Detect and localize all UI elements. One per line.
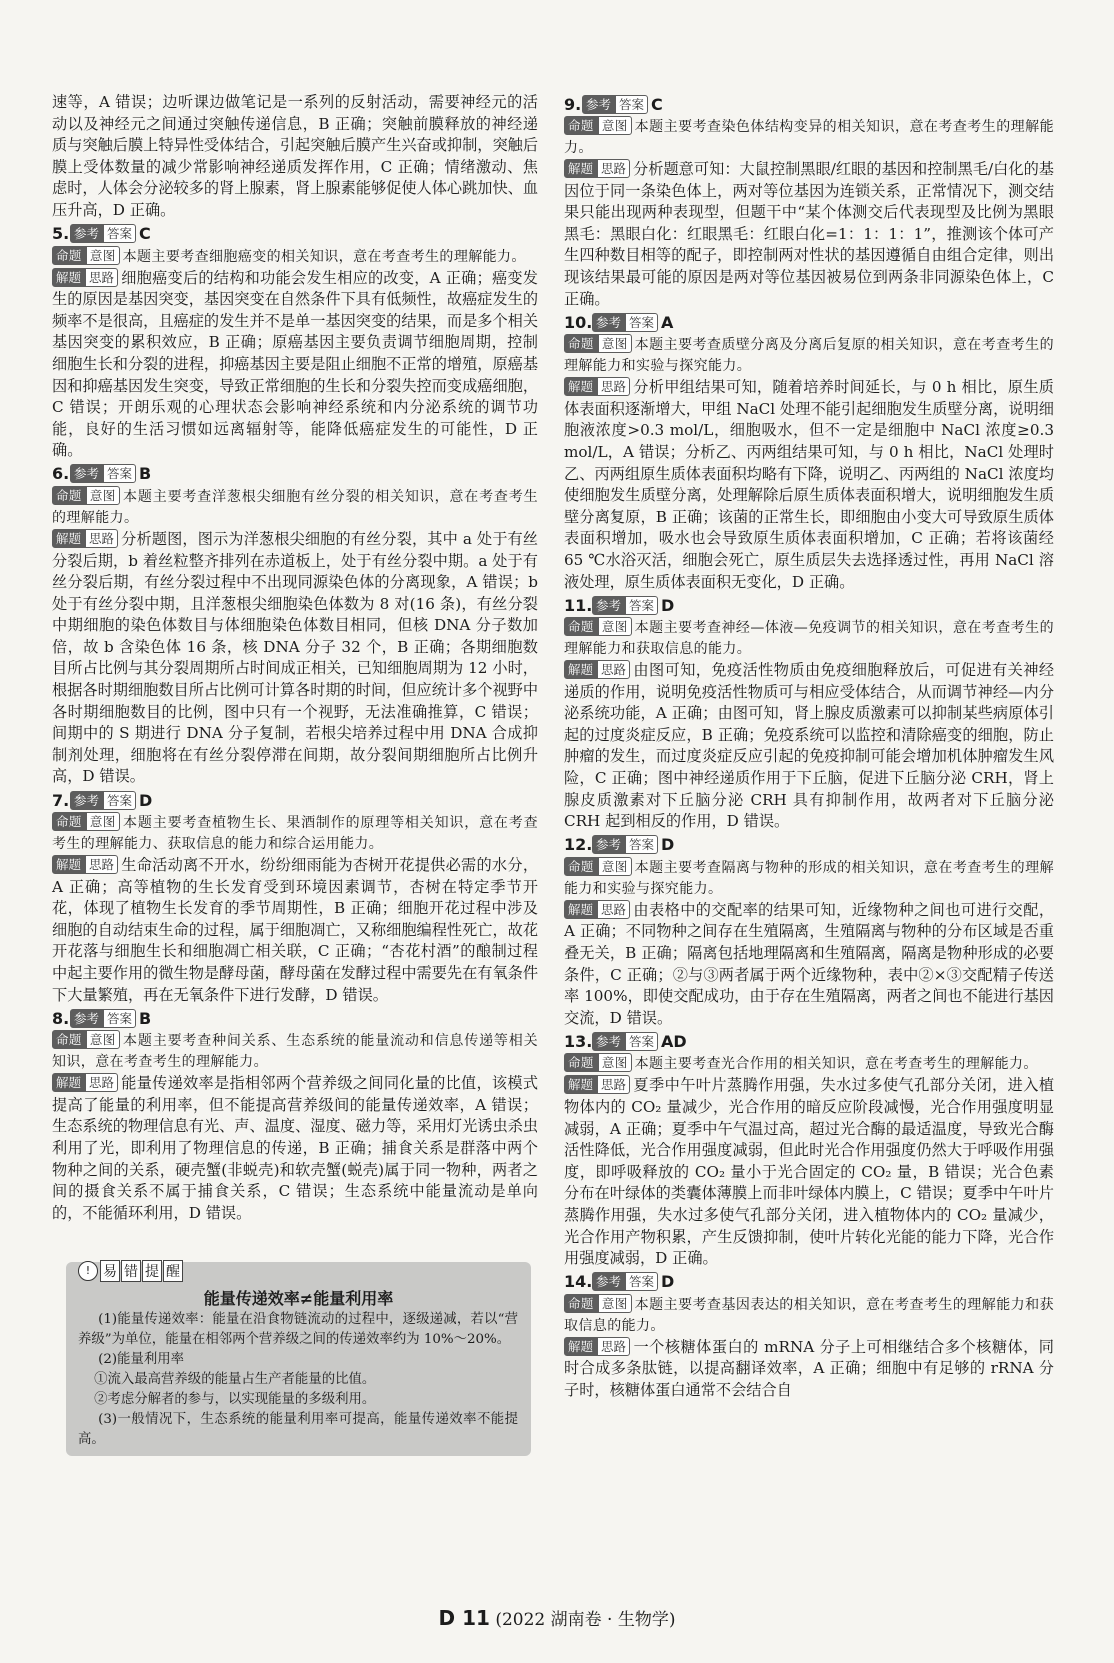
answer-tag: 参考 答案 xyxy=(70,1009,136,1028)
solution-tag: 解题 思路 xyxy=(52,529,118,548)
intent-text: 本题主要考查细胞癌变的相关知识，意在考查考生的理解能力。 xyxy=(122,248,526,265)
left-column xyxy=(52,92,538,1224)
answer-tag: 参考 答案 xyxy=(70,464,136,483)
intro-paragraph: 速等，A 错误；边听课边做笔记是一系列的反射活动，需要神经元的活动以及神经元之间通过突触传递信息，B 正确；突触前膜释放的神经递质与突触后膜上特异性受体结合，引起突触后膜产生兴奋或抑制，突触后膜上受体数量的减少常影响神经递质发挥作用，C 正确；情绪激动、焦虑时，人体会分泌较多的肾上腺素，肾上腺素能够促使人体心跳加快、血压升高，D 正确。 xyxy=(52,93,538,219)
warning-icon: ! xyxy=(78,1261,98,1281)
error-tip-header: ! 易 错 提 醒 xyxy=(78,1260,184,1282)
answer-tag: 参考 答案 xyxy=(70,224,136,243)
question-13 xyxy=(564,1030,1054,1269)
answer-value: AD xyxy=(661,1031,687,1051)
solution-text: 由表格中的交配率的结果可知，近缘物种之间也可进行交配，A 正确；不同物种之间存在生殖隔离，生殖隔离与物种的分布区域是否重叠无关，B 正确；隔离包括地理隔离和生殖隔离，隔离是物种形成的必要条件，C 正确；②与③两者属于两个近缘物种，表中②×③交配精子传送率 100%，即使交配成功，由于存在生殖隔离，两者之间也不能进行基因交流，D 错误。 xyxy=(564,900,1054,1027)
solution-tag: 解题 思路 xyxy=(564,1075,630,1094)
intent-tag: 命题 意图 xyxy=(564,857,632,876)
solution-text: 能量传递效率是指相邻两个营养级之间同化量的比值，该模式提高了能量的利用率，但不能提高营养级间的能量传递效率，A 错误；生态系统的物理信息有光、声、温度、湿度、磁力等，采用灯光诱虫杀虫利用了光，即利用了物理信息的传递，B 正确；捕食关系是群落中两个物种之间的关系，硬壳蟹(非蜕壳)和软壳蟹(蜕壳)属于同一物种，两者之间的摄食关系不属于捕食关系，C 错误；生态系统中能量流动是单向的，不能循环利用，D 错误。 xyxy=(52,1074,538,1222)
intent-tag: 命题 意图 xyxy=(564,1053,632,1072)
solution-text: 一个核糖体蛋白的 mRNA 分子上可相继结合多个核糖体，同时合成多条肽链，以提高翻译效率，A 正确；细胞中有足够的 rRNA 分子时，核糖体蛋白通常不会结合自 xyxy=(564,1337,1054,1399)
intent-tag: 命题 意图 xyxy=(52,812,120,831)
solution-text: 分析题意可知：大鼠控制黑眼/红眼的基因和控制黑毛/白化的基因位于同一条染色体上，两对等位基因为连锁关系，正常情况下，测交结果只能出现两种表现型，但题干中“某个体测交后代表现型及比例为黑眼黑毛：黑眼白化：红眼黑毛：红眼白化=1：1：1：1”，推测该个体可产生四种数目相等的配子，即控制两对性状的基因遵循自由组合定律，则出现该结果最可能的原因是两对等位基因被易位到两条非同源染色体上，C 正确。 xyxy=(564,160,1054,308)
solution-text: 分析题图，图示为洋葱根尖细胞的有丝分裂，其中 a 处于有丝分裂后期，b 着丝粒整齐排列在赤道板上，处于有丝分裂中期。a 处于有丝分裂后期，有丝分裂过程中不出现同源染色体的分离现象，A 错误；b 处于有丝分裂中期，且洋葱根尖细胞染色体数为 8 对(16 条)，有丝分裂中期细胞的染色体数目与体细胞染色体数目相同，但核 DNA 分子数加倍，故 b 含染色体 16 条，核 DNA 分子 32 个，B 正确；各期细胞数目所占比例与其分裂周期所占时间成正相关，已知细胞周期为 12 小时，根据各时期细胞数目所占比例可计算各时期的时间，但应统计多个视野中各时期细胞数目的比例，图中只有一个视野，无法准确推算，C 错误；间期中的 S 期进行 DNA 分子复制，若根尖培养过程中用 DNA 合成抑制剂处理，细胞将在有丝分裂停滞在间期，故分裂间期细胞所占比例升高，D 错误。 xyxy=(52,529,538,786)
answer-value: D xyxy=(661,835,675,855)
solution-text: 分析甲组结果可知，随着培养时间延长，与 0 h 相比，原生质体表面积逐渐增大，甲组 NaCl 处理不能引起细胞发生质壁分离，说明细胞液浓度>0.3 mol/L，细胞吸水，但不一定是细胞中 NaCl 浓度≥0.3 mol/L，A 错误；分析乙、丙两组结果可知，与 0 h 相比，NaCl 处理时乙、丙两组原生质体表面积均略有下降，说明乙、丙两组的 NaCl 浓度均使细胞发生质壁分离，处理解除后原生质体表面积增大，说明细胞发生质壁分离复原，B 正确；该菌的正常生长，即细胞由小变大可导致原生质体表面积增加，吸水也会导致原生质体表面积增加，C 正确；若将该菌经 65 ℃水浴灭活，细胞会死亡，原生质层失去选择透过性，再用 NaCl 溶液处理，原生质体表面积无变化，D 正确。 xyxy=(564,378,1054,591)
question-number: 6. xyxy=(52,464,70,484)
answer-tag: 参考 答案 xyxy=(592,313,658,332)
intent-tag: 命题 意图 xyxy=(52,1030,120,1049)
question-number: 9. xyxy=(564,94,582,114)
solution-text: 生命活动离不开水，纷纷细雨能为杏树开花提供必需的水分，A 正确；高等植物的生长发育受到环境因素调节，杏树在特定季节开花，体现了植物生长发育的季节周期性，B 正确；细胞开花过程中涉及细胞的自动结束生命的过程，属于细胞凋亡，又称细胞编程性死亡，故花开花落与细胞生长和细胞凋亡相关联，C 正确；“杏花村酒”的酿制过程中起主要作用的微生物是酵母菌，酵母菌在发酵过程中需要先在有氧条件下大量繁殖，再在无氧条件下进行发酵，D 错误。 xyxy=(52,856,538,1004)
question-number: 10. xyxy=(564,312,593,332)
solution-tag: 解题 思路 xyxy=(52,1073,118,1092)
intent-text: 本题主要考查神经—体液—免疫调节的相关知识，意在考查考生的理解能力和获取信息的能力。 xyxy=(564,620,1054,658)
solution-text: 细胞癌变后的结构和功能会发生相应的改变，A 正确；癌变发生的原因是基因突变，基因突变在自然条件下具有低频性，故癌症发生的频率不是很高，且癌症的发生并不是单一基因突变的结果，而是多个相关基因突变的累积效应，B 正确；原癌基因主要负责调节细胞周期，控制细胞生长和分裂的进程，抑癌基因主要是阻止细胞不正常的增殖，原癌基因和抑癌基因发生突变，导致正常细胞的生长和分裂失控而变成癌细胞，C 错误；开朗乐观的心理状态会影响神经系统和内分泌系统的调节功能，良好的生活习惯如远离辐射等，能降低癌症发生的可能性，D 正确。 xyxy=(52,268,538,460)
solution-text: 夏季中午叶片蒸腾作用强，失水过多使气孔部分关闭，进入植物体内的 CO₂ 量减少，光合作用的暗反应阶段减慢，光合作用强度明显减弱，A 正确；夏季中午气温过高，超过光合酶的最适温度，导致光合酶活性降低，光合作用强度减弱，但此时光合作用强度仍然大于呼吸作用强度，即呼吸释放的 CO₂ 量小于光合固定的 CO₂ 量，B 错误；光合色素分布在叶绿体的类囊体薄膜上而非叶绿体内膜上，C 错误；夏季中午叶片蒸腾作用强，失水过多使气孔部分关闭，进入植物体内的 CO₂ 量减少，光合作用产物积累，产生反馈抑制，使叶片转化光能的能力下降，光合作用强度减弱，D 正确。 xyxy=(564,1076,1054,1268)
solution-tag: 解题 思路 xyxy=(52,268,118,287)
question-number: 14. xyxy=(564,1272,593,1292)
answer-value: D xyxy=(661,595,675,615)
solution-tag: 解题 思路 xyxy=(564,900,630,919)
intent-text: 本题主要考查光合作用的相关知识，意在考查考生的理解能力。 xyxy=(634,1056,1038,1073)
question-number: 5. xyxy=(52,224,70,244)
question-5 xyxy=(52,223,538,462)
intent-text: 本题主要考查染色体结构变异的相关知识，意在考查考生的理解能力。 xyxy=(564,119,1054,156)
answer-tag: 参考 答案 xyxy=(592,1272,658,1291)
answer-value: C xyxy=(651,94,663,114)
question-11 xyxy=(564,594,1054,833)
intent-text: 本题主要考查基因表达的相关知识，意在考查考生的理解能力和获取信息的能力。 xyxy=(564,1296,1054,1334)
question-number: 8. xyxy=(52,1008,70,1028)
answer-value: B xyxy=(139,464,152,484)
answer-tag: 参考 答案 xyxy=(592,835,658,854)
solution-text: 由图可知，免疫活性物质由免疫细胞释放后，可促进有关神经递质的作用，说明免疫活性物质可与相应受体结合，从而调节神经—内分泌系统功能，A 正确；由图可知，肾上腺皮质激素可以抑制某些病原体引起的过度炎症反应，B 正确；免疫系统可以监控和清除癌变的细胞，防止肿瘤的发生，而过度炎症反应引起的免疫抑制可能会增加机体肿瘤发生风险，C 正确；图中神经递质作用于下丘脑，促进下丘脑分泌 CRH，肾上腺皮质激素对下丘脑分泌 CRH 具有抑制作用，故两者对下丘脑分泌 CRH 起到相反的作用，D 错误。 xyxy=(564,661,1054,831)
question-6 xyxy=(52,463,538,788)
answer-value: D xyxy=(139,790,153,810)
error-tip-box xyxy=(66,1262,531,1456)
solution-tag: 解题 思路 xyxy=(564,377,630,396)
question-number: 7. xyxy=(52,790,70,810)
error-tip-body: (1)能量传递效率：能量在沿食物链流动的过程中，逐级递减，若以“营养级”为单位，能量在相邻两个营养级之间的传递效率约为 10%～20%。 (2)能量利用率 ①流入最高营养级的能量占生产者能量的比值。 ②考虑分解者的参与，以实现能量的多级利用。 (3)一般情况下，生态系统的能量利用率可提高，能量传递效率不能提高。 xyxy=(78,1312,518,1447)
right-column xyxy=(564,92,1054,1402)
answer-value: C xyxy=(139,224,151,244)
intent-tag: 命题 意图 xyxy=(564,1294,632,1313)
page-footer xyxy=(0,1605,1114,1630)
intent-tag: 命题 意图 xyxy=(564,334,632,353)
intent-tag: 命题 意图 xyxy=(52,486,120,505)
intent-tag: 命题 意图 xyxy=(564,617,632,636)
intent-text: 本题主要考查隔离与物种的形成的相关知识，意在考查考生的理解能力和实验与探究能力。 xyxy=(564,859,1054,897)
question-8 xyxy=(52,1007,538,1224)
answer-tag: 参考 答案 xyxy=(70,791,136,810)
answer-tag: 参考 答案 xyxy=(592,1032,658,1051)
page-number: D 11 xyxy=(438,1606,490,1630)
answer-value: A xyxy=(661,312,674,332)
page-info: (2022 湖南卷 · 生物学) xyxy=(495,1610,676,1630)
question-7 xyxy=(52,789,538,1006)
answer-value: B xyxy=(139,1008,152,1028)
intent-tag: 命题 意图 xyxy=(52,246,120,265)
intent-text: 本题主要考查质壁分离及分离后复原的相关知识，意在考查考生的理解能力和实验与探究能力。 xyxy=(564,337,1054,375)
intent-text: 本题主要考查植物生长、果酒制作的原理等相关知识，意在考查考生的理解能力、获取信息的能力和综合运用能力。 xyxy=(52,815,538,853)
intent-tag: 命题 意图 xyxy=(564,116,632,135)
question-14 xyxy=(564,1271,1054,1402)
solution-tag: 解题 思路 xyxy=(564,159,630,178)
question-9 xyxy=(564,93,1054,310)
answer-tag: 参考 答案 xyxy=(592,596,658,615)
solution-tag: 解题 思路 xyxy=(564,1337,630,1356)
error-tip-title: 能量传递效率≠能量利用率 xyxy=(203,1289,394,1308)
question-number: 12. xyxy=(564,835,593,855)
question-number: 11. xyxy=(564,595,593,615)
question-number: 13. xyxy=(564,1031,593,1051)
solution-tag: 解题 思路 xyxy=(52,855,118,874)
question-12 xyxy=(564,834,1054,1030)
question-10 xyxy=(564,311,1054,593)
intent-text: 本题主要考查洋葱根尖细胞有丝分裂的相关知识，意在考查考生的理解能力。 xyxy=(52,488,538,526)
solution-tag: 解题 思路 xyxy=(564,660,630,679)
answer-value: D xyxy=(661,1272,675,1292)
answer-tag: 参考 答案 xyxy=(582,95,648,114)
intent-text: 本题主要考查种间关系、生态系统的能量流动和信息传递等相关知识，意在考查考生的理解能力。 xyxy=(52,1033,538,1071)
